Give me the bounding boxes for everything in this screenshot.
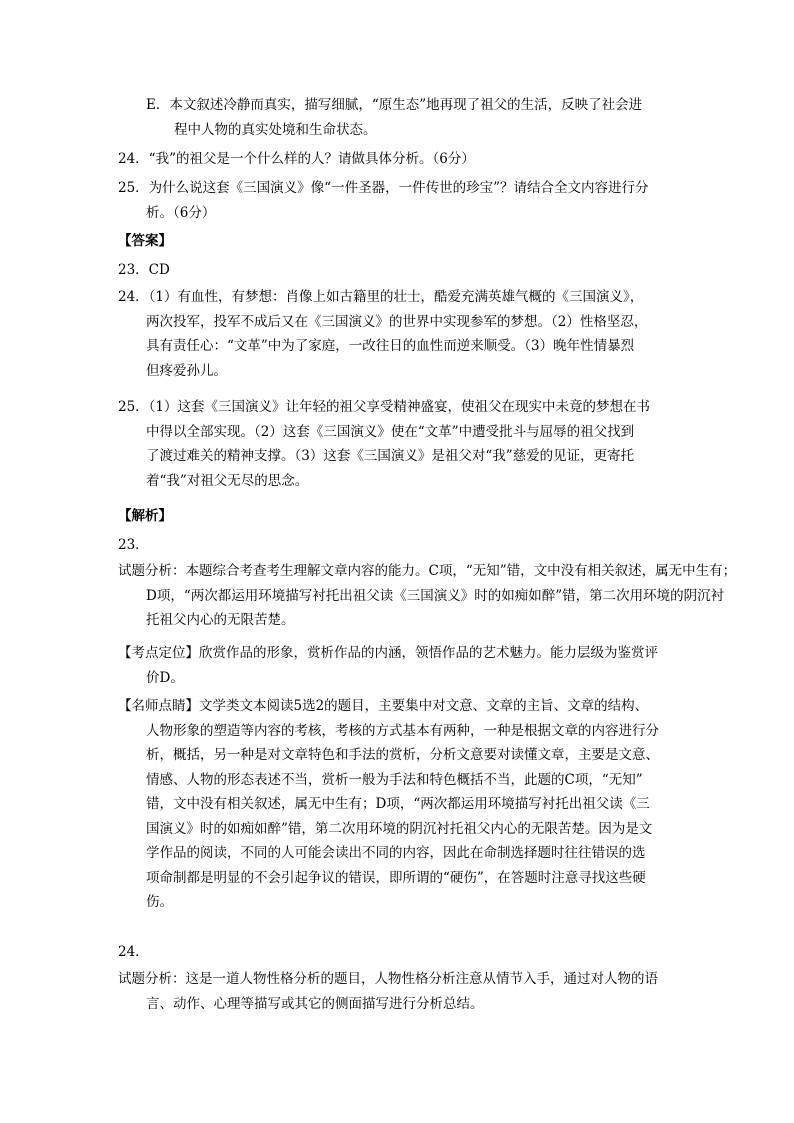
kaodian-dingwei: 【考点定位】欣赏作品的形象，赏析作品的内涵，领悟作品的艺术魅力。能力层级为鉴赏评 价D。 — [118, 645, 658, 686]
answer-24: 24．（1）有血性，有梦想：肖像上如古籍里的壮士，酷爱充满英雄气概的《三国演义》， 两次投军，投军不成后又在《三国演义》的世界中实现参军的梦想。（2）性格坚忍， 具有责任心：“文革”中为了家庭，一改往日的血性而逆来顺受。（3）晚年性情暴烈 但疼爱孙儿。 — [118, 289, 648, 379]
answer-25: 25．（1）这套《三国演义》让年轻的祖父享受精神盛宴，使祖父在现实中未竟的梦想在书 中得以全部实现。（2）这套《三国演义》使在“文革”中遭受批斗与屈辱的祖父找到 了渡过难关的精神支撑。（3）这套《三国演义》是祖父对“我”慈爱的见证，更寄托 着“我”对祖父无尽的思念。 — [118, 399, 651, 489]
analysis-24-number: 24． — [118, 944, 149, 960]
analysis-23-number: 23． — [118, 537, 149, 553]
analysis-heading: 【解析】 — [118, 508, 172, 524]
option-e: E．本文叙述冷静而真实，描写细腻，“原生态”地再现了祖父的生活，反映了社会进 程中人物的真实处境和生命状态。 — [146, 97, 643, 138]
analysis-23-text: 试题分析：本题综合考查考生理解文章内容的能力。C项，“无知”错，文中没有相关叙述，属无中生有； D项，“两次都运用环境描写衬托出祖父读《三国演义》时的如痴如醉”错，第二次用环境的阴沉衬 托祖父内心的无限苦楚。 — [118, 563, 737, 628]
analysis-24-text: 试题分析：这是一道人物性格分析的题目，人物性格分析注意从情节入手，通过对人物的语 言、动作、心理等描写或其它的侧面描写进行分析总结。 — [118, 971, 658, 1012]
answer-heading: 【答案】 — [118, 233, 172, 249]
answer-23: 23．CD — [118, 262, 170, 278]
mingshi-dianjing: 【名师点睛】文学类文本阅读5选2的题目，主要集中对文意、文章的主旨、文章的结构、 人物形象的塑造等内容的考核，考核的方式基本有两种，一种是根据文章的内容进行分 析，概括，另一种是对文章特色和手法的赏析，分析文意要对读懂文章，主要是文意、 情感、人物的形态表述不当，赏析一般为手法和特色概括不当，此题的C项，“无知” 错，文中没有相关叙述，属无中生有；D项，“两次都运用环境描写衬托出祖父读《三 国演义》时的如痴如醉”错，第二次用环境的阴沉衬托祖父内心的无限苦楚。因为是文 学作品的阅读，不同的人可能会读出不同的内容，因此在命制选择题时往往错误的选 项命制都是明显的不会引起争议的错误，即所谓的“硬伤”，在答题时注意寻找这些硬 伤。 — [118, 698, 659, 910]
question-24: 24．“我”的祖父是一个什么样的人？请做具体分析。（6分） — [118, 151, 475, 167]
question-25: 25．为什么说这套《三国演义》像“一件圣器，一件传世的珍宝”？请结合全文内容进行分 析。（6分） — [118, 180, 649, 221]
